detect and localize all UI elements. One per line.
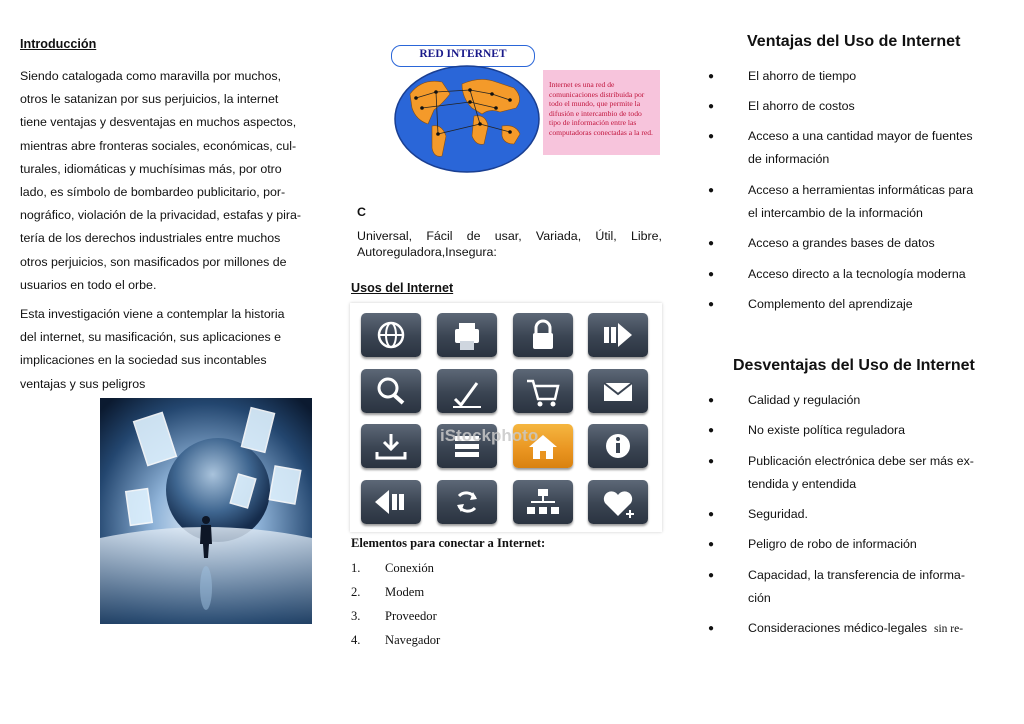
bullet-line: El ahorro de costos xyxy=(748,99,855,113)
bullet-line: tendida y entendida xyxy=(748,477,857,491)
bullet-line: ción xyxy=(748,591,771,605)
usos-heading: Usos del Internet xyxy=(351,281,454,295)
bullet-text xyxy=(748,232,1000,255)
bullet-dot: ● xyxy=(708,269,715,280)
adjectives-line: Universal, Fácil de usar, Variada, Útil, Libre, xyxy=(357,229,662,243)
bullet-text xyxy=(748,95,1000,118)
hidden-q-letter: C xyxy=(357,205,366,219)
download-icon xyxy=(361,424,421,468)
intro-line: Siendo catalogada como maravilla por muchos, xyxy=(20,69,282,83)
list-item xyxy=(351,580,551,604)
bullet-dot: ● xyxy=(708,456,715,467)
ventajas-title: Ventajas del Uso de Internet xyxy=(747,33,961,50)
intro-line: mientras abre fronteras sociales, económicas, cul- xyxy=(20,138,297,153)
bullet-dot: ● xyxy=(708,185,715,196)
bullet-line: Acceso directo a la tecnología moderna xyxy=(748,267,966,281)
bullet-line: Acceso a grandes bases de datos xyxy=(748,236,935,250)
bullet-text xyxy=(748,533,1000,556)
bullet-dot: ● xyxy=(708,425,715,436)
bullet-text xyxy=(748,179,1000,225)
list-label: Modem xyxy=(385,585,425,599)
bullet-line: el intercambio de la información xyxy=(748,206,923,220)
bullet-line: El ahorro de tiempo xyxy=(748,69,857,83)
internet-adjectives xyxy=(357,228,662,260)
bullet-dot: ● xyxy=(708,539,715,550)
lock-icon xyxy=(513,313,573,357)
bullet-text xyxy=(748,617,1000,641)
intro-paragraph-1 xyxy=(20,65,309,297)
bullet-line: Seguridad. xyxy=(748,507,808,521)
intro-line: lado, es símbolo de bombardeo publicitario, por- xyxy=(20,185,286,200)
bullet-text xyxy=(748,125,1000,171)
list-number: 4. xyxy=(351,633,361,647)
last-item-tail: sin re- xyxy=(933,623,964,635)
refresh-icon xyxy=(437,480,497,524)
list-item xyxy=(351,604,551,628)
intro-heading: Introducción xyxy=(20,37,97,51)
list-label: Conexión xyxy=(385,561,434,575)
bullet-dot: ● xyxy=(708,299,715,310)
bullet-text xyxy=(748,389,1000,412)
bullet-text xyxy=(748,450,1000,496)
list-number: 3. xyxy=(351,609,361,623)
bullet-dot: ● xyxy=(708,509,715,520)
intro-line: tería de los derechos industriales entre muchos xyxy=(20,231,281,246)
list-number: 1. xyxy=(351,561,361,575)
intro-line: otros perjuicios, son masificados por millones de xyxy=(20,254,287,269)
bullet-line: Complemento del aprendizaje xyxy=(748,297,913,311)
elementos-heading: Elementos para conectar a Internet: xyxy=(351,536,546,550)
bullet-text xyxy=(748,293,1000,316)
list-item xyxy=(351,556,551,580)
bullet-line: Acceso a herramientas informáticas para xyxy=(748,183,974,197)
intro-line: del internet, su masificación, sus aplicaciones e xyxy=(20,330,282,345)
bullet-dot: ● xyxy=(708,395,715,406)
bullet-line: Acceso a una cantidad mayor de fuentes xyxy=(748,129,973,143)
bullet-line: de información xyxy=(748,152,830,166)
list-number: 2. xyxy=(351,585,361,599)
last-item-main: Consideraciones médico-legales xyxy=(748,621,928,635)
intro-line: tiene ventajas y desventajas en muchos aspectos, xyxy=(20,115,297,130)
magnifier-icon xyxy=(361,369,421,413)
bullet-line: Capacidad, la transferencia de informa- xyxy=(748,568,965,582)
bullet-dot: ● xyxy=(708,71,715,82)
stock-watermark: iStockphoto xyxy=(440,426,539,445)
adjectives-line: Autoreguladora,Insegura: xyxy=(357,245,497,259)
list-label: Navegador xyxy=(385,633,441,647)
internet-definition-box: Internet es una red de comunicaciones distribuida por todo el mundo, que permite la difusión e intercambio de todo tipo de información entre las computadoras conectadas a la red. xyxy=(543,70,660,155)
mail-icon xyxy=(588,369,648,413)
intro-line: ventajas y sus peligros xyxy=(20,376,146,391)
bullet-dot: ● xyxy=(708,623,715,634)
bullet-line: Calidad y regulación xyxy=(748,393,861,407)
bullet-dot: ● xyxy=(708,238,715,249)
intro-line: nográfico, violación de la privacidad, estafas y pira- xyxy=(20,208,302,223)
internet-future-illustration xyxy=(100,398,312,624)
internet-uses-icon-grid xyxy=(350,303,662,532)
bullet-dot: ● xyxy=(708,101,715,112)
heart-add-icon xyxy=(588,480,648,524)
back-arrow-icon xyxy=(361,480,421,524)
elementos-list xyxy=(351,556,551,652)
sitemap-icon xyxy=(513,480,573,524)
world-network-map xyxy=(392,64,542,174)
edit-check-icon xyxy=(437,369,497,413)
bullet-line: No existe política reguladora xyxy=(748,423,906,437)
globe-icon xyxy=(361,313,421,357)
bullet-text xyxy=(748,419,1000,442)
desventajas-title: Desventajas del Uso de Internet xyxy=(733,357,975,374)
info-icon xyxy=(588,424,648,468)
intro-line: usuarios en todo el orbe. xyxy=(20,277,157,292)
intro-line: implicaciones en la sociedad sus incontables xyxy=(20,353,267,368)
list-label: Proveedor xyxy=(385,609,437,623)
intro-line: Esta investigación viene a contemplar la historia xyxy=(20,307,285,321)
map-banner-text: RED INTERNET xyxy=(419,48,507,60)
bullet-line: Publicación electrónica debe ser más ex- xyxy=(748,454,974,468)
forward-arrow-icon xyxy=(588,313,648,357)
bullet-text xyxy=(748,263,1000,286)
bullet-line: Peligro de robo de información xyxy=(748,537,917,551)
bullet-dot: ● xyxy=(708,131,715,142)
intro-line: otros le satanizan por sus perjuicios, la internet xyxy=(20,92,279,107)
bullet-text xyxy=(748,65,1000,88)
shopping-cart-icon xyxy=(513,369,573,413)
bullet-dot: ● xyxy=(708,570,715,581)
printer-icon xyxy=(437,313,497,357)
bullet-text xyxy=(748,503,1000,526)
intro-line: turales, idiomáticas y muchísimas más, por otro xyxy=(20,161,282,176)
list-item xyxy=(351,628,551,652)
intro-paragraph-2 xyxy=(20,303,309,396)
bullet-text xyxy=(748,564,1000,610)
